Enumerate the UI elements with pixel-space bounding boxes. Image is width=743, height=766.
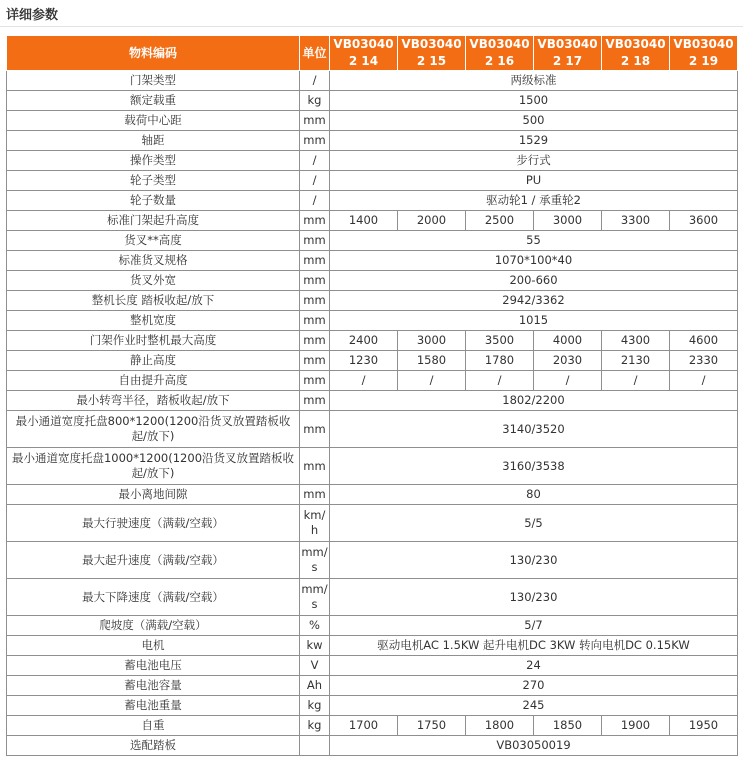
table-row (7, 636, 738, 656)
row-label: 爬坡度（满载/空载） (7, 616, 300, 636)
row-label: 轮子数量 (7, 191, 300, 211)
row-value: 3140/3520 (330, 411, 738, 448)
row-value: 1802/2200 (330, 391, 738, 411)
table-row (7, 736, 738, 756)
row-unit: mm (300, 311, 330, 331)
row-model-value: 1800 (466, 716, 534, 736)
row-model-value: / (466, 371, 534, 391)
row-value: 3160/3538 (330, 448, 738, 485)
table-row (7, 716, 738, 736)
header-model: VB030402 16 (466, 36, 534, 71)
table-row (7, 231, 738, 251)
table-row (7, 271, 738, 291)
table-row (7, 211, 738, 231)
table-row (7, 542, 738, 579)
row-model-value: 1780 (466, 351, 534, 371)
row-unit: mm (300, 251, 330, 271)
row-model-value: 4300 (602, 331, 670, 351)
row-value: 两级标准 (330, 71, 738, 91)
header-model: VB030402 18 (602, 36, 670, 71)
row-model-value: / (398, 371, 466, 391)
row-label: 电机 (7, 636, 300, 656)
row-label: 门架类型 (7, 71, 300, 91)
row-model-value: 3600 (670, 211, 738, 231)
row-value: 24 (330, 656, 738, 676)
table-row (7, 656, 738, 676)
table-row (7, 111, 738, 131)
row-unit: mm (300, 351, 330, 371)
row-model-value: 1400 (330, 211, 398, 231)
row-model-value: 2330 (670, 351, 738, 371)
table-row (7, 616, 738, 636)
row-model-value: 1700 (330, 716, 398, 736)
table-row (7, 579, 738, 616)
row-value: 2942/3362 (330, 291, 738, 311)
row-unit: kg (300, 91, 330, 111)
header-model: VB030402 14 (330, 36, 398, 71)
row-label: 最小通道宽度托盘800*1200(1200沿货叉放置踏板收起/放下) (7, 411, 300, 448)
table-row (7, 131, 738, 151)
row-value: 驱动电机AC 1.5KW 起升电机DC 3KW 转向电机DC 0.15KW (330, 636, 738, 656)
table-row (7, 331, 738, 351)
row-value: 245 (330, 696, 738, 716)
row-label: 自由提升高度 (7, 371, 300, 391)
table-row (7, 71, 738, 91)
row-model-value: 1850 (534, 716, 602, 736)
row-value: 步行式 (330, 151, 738, 171)
table-row (7, 171, 738, 191)
table-row (7, 251, 738, 271)
row-label: 最小通道宽度托盘1000*1200(1200沿货叉放置踏板收起/放下) (7, 448, 300, 485)
row-unit: / (300, 71, 330, 91)
row-label: 选配踏板 (7, 736, 300, 756)
spec-table-body (7, 71, 738, 756)
row-label: 最小转弯半径，踏板收起/放下 (7, 391, 300, 411)
row-unit: mm (300, 331, 330, 351)
header-model: VB030402 19 (670, 36, 738, 71)
row-value: 270 (330, 676, 738, 696)
row-value: PU (330, 171, 738, 191)
row-value: 5/5 (330, 505, 738, 542)
row-unit: mm (300, 371, 330, 391)
row-model-value: 2000 (398, 211, 466, 231)
row-unit: kg (300, 696, 330, 716)
header-row (7, 36, 738, 71)
row-unit: mm/s (300, 542, 330, 579)
title-divider (0, 26, 743, 27)
row-model-value: 3300 (602, 211, 670, 231)
row-unit: mm (300, 485, 330, 505)
row-label: 载荷中心距 (7, 111, 300, 131)
table-row (7, 411, 738, 448)
row-unit: / (300, 191, 330, 211)
row-label: 最大行驶速度（满载/空载） (7, 505, 300, 542)
row-unit: mm (300, 391, 330, 411)
row-unit: kw (300, 636, 330, 656)
row-unit: / (300, 171, 330, 191)
row-unit: mm (300, 271, 330, 291)
row-label: 标准门架起升高度 (7, 211, 300, 231)
row-model-value: / (330, 371, 398, 391)
table-row (7, 351, 738, 371)
row-value: 500 (330, 111, 738, 131)
row-unit: mm (300, 111, 330, 131)
table-row (7, 448, 738, 485)
header-model: VB030402 17 (534, 36, 602, 71)
row-model-value: 1750 (398, 716, 466, 736)
row-value: 驱动轮1 / 承重轮2 (330, 191, 738, 211)
row-label: 轮子类型 (7, 171, 300, 191)
row-unit: % (300, 616, 330, 636)
table-row (7, 291, 738, 311)
row-unit: V (300, 656, 330, 676)
row-label: 蓄电池重量 (7, 696, 300, 716)
header-model: VB030402 15 (398, 36, 466, 71)
row-value: 80 (330, 485, 738, 505)
row-label: 整机宽度 (7, 311, 300, 331)
row-value: 1529 (330, 131, 738, 151)
row-model-value: 1230 (330, 351, 398, 371)
row-unit: mm (300, 211, 330, 231)
row-model-value: 4600 (670, 331, 738, 351)
row-label: 货叉**高度 (7, 231, 300, 251)
row-model-value: / (534, 371, 602, 391)
table-row (7, 505, 738, 542)
row-model-value: / (670, 371, 738, 391)
row-label: 最大下降速度（满载/空载） (7, 579, 300, 616)
table-row (7, 191, 738, 211)
row-unit (300, 736, 330, 756)
row-unit: mm (300, 448, 330, 485)
row-unit: kg (300, 716, 330, 736)
header-item: 物料编码 (7, 36, 300, 71)
row-model-value: 3000 (398, 331, 466, 351)
row-model-value: 1950 (670, 716, 738, 736)
row-model-value: 2500 (466, 211, 534, 231)
section-title: 详细参数 (6, 8, 59, 23)
row-model-value: 3500 (466, 331, 534, 351)
table-row (7, 676, 738, 696)
header-unit: 单位 (300, 36, 330, 71)
row-unit: / (300, 151, 330, 171)
row-unit: mm/s (300, 579, 330, 616)
row-value: VB03050019 (330, 736, 738, 756)
row-unit: mm (300, 291, 330, 311)
spec-table (6, 35, 738, 756)
row-model-value: 3000 (534, 211, 602, 231)
row-label: 轴距 (7, 131, 300, 151)
row-model-value: 4000 (534, 331, 602, 351)
table-row (7, 391, 738, 411)
row-model-value: 2030 (534, 351, 602, 371)
row-model-value: 1900 (602, 716, 670, 736)
row-label: 蓄电池电压 (7, 656, 300, 676)
row-value: 1070*100*40 (330, 251, 738, 271)
row-value: 130/230 (330, 542, 738, 579)
row-label: 整机长度 踏板收起/放下 (7, 291, 300, 311)
table-row (7, 151, 738, 171)
row-model-value: 2130 (602, 351, 670, 371)
table-row (7, 311, 738, 331)
row-unit: Ah (300, 676, 330, 696)
row-value: 200-660 (330, 271, 738, 291)
row-model-value: 1580 (398, 351, 466, 371)
row-label: 操作类型 (7, 151, 300, 171)
row-value: 130/230 (330, 579, 738, 616)
row-unit: mm (300, 231, 330, 251)
row-model-value: 2400 (330, 331, 398, 351)
table-row (7, 485, 738, 505)
row-unit: mm (300, 411, 330, 448)
table-row (7, 371, 738, 391)
row-label: 静止高度 (7, 351, 300, 371)
row-label: 最小离地间隙 (7, 485, 300, 505)
row-label: 标准货叉规格 (7, 251, 300, 271)
row-label: 自重 (7, 716, 300, 736)
row-label: 蓄电池容量 (7, 676, 300, 696)
row-value: 5/7 (330, 616, 738, 636)
row-model-value: / (602, 371, 670, 391)
row-label: 最大起升速度（满载/空载） (7, 542, 300, 579)
row-value: 55 (330, 231, 738, 251)
row-unit: km/h (300, 505, 330, 542)
row-label: 门架作业时整机最大高度 (7, 331, 300, 351)
row-label: 货叉外宽 (7, 271, 300, 291)
row-value: 1500 (330, 91, 738, 111)
table-row (7, 91, 738, 111)
row-label: 额定载重 (7, 91, 300, 111)
table-row (7, 696, 738, 716)
row-unit: mm (300, 131, 330, 151)
row-value: 1015 (330, 311, 738, 331)
